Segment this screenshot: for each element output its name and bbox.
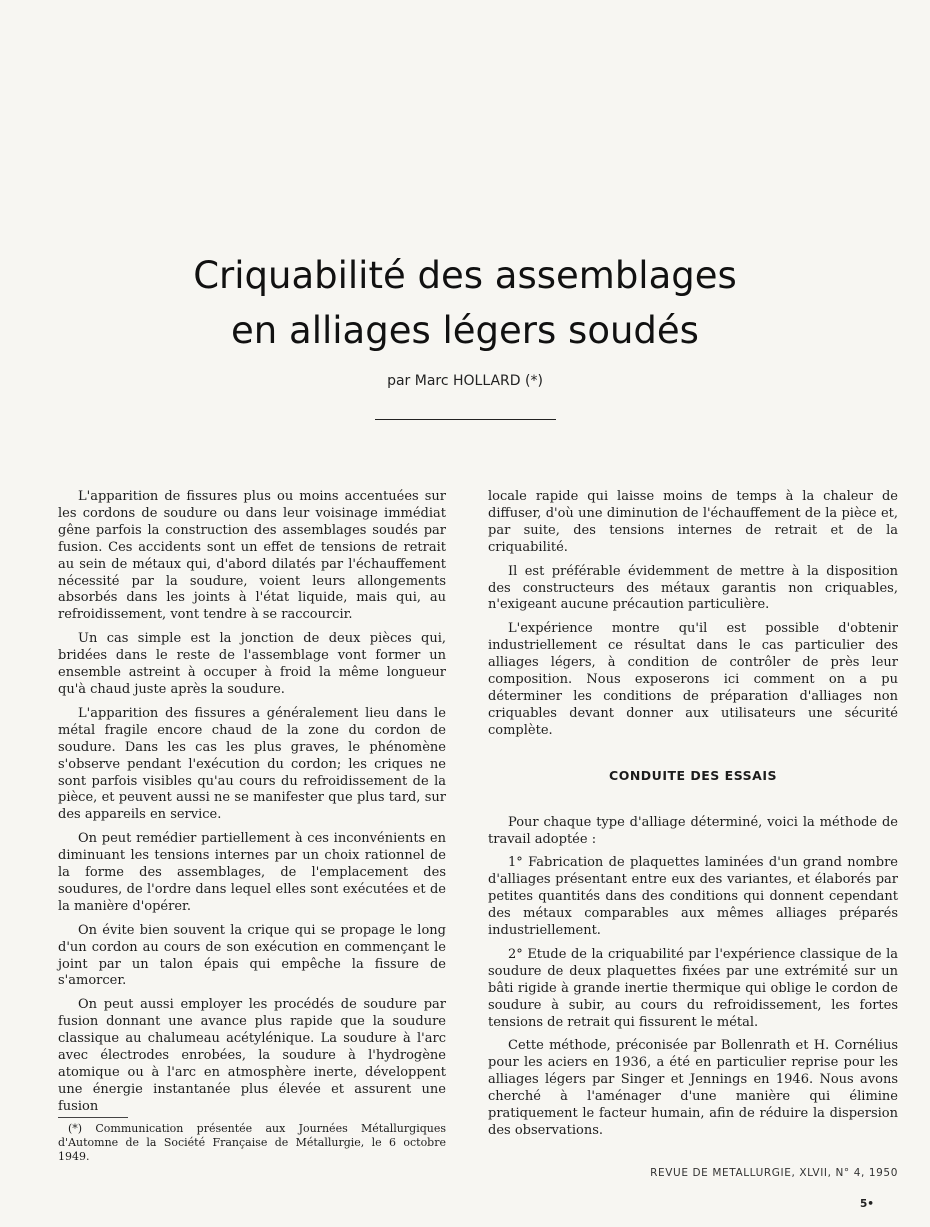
- body-paragraph: L'apparition des fissures a généralement lieu dans le métal fragile encore chaud de la zone du cordon de soudure. Dans les cas les plus graves, le phénomène s'observe pendant l'exécution du cordon; les criques ne sont parfois visibles qu'au cours du refroidissement de la pièce, et peuvent aussi ne se manifester que plus tard, sur des appareils en service.: [58, 705, 446, 823]
- right-column: [488, 489, 898, 1147]
- body-paragraph: locale rapide qui laisse moins de temps à la chaleur de diffuser, d'où une diminution de l'échauffement de la pièce et, par suite, des tensions internes de retrait et de la criquabilité.: [488, 489, 898, 555]
- footnote-divider: [58, 1117, 128, 1118]
- body-paragraph: On peut aussi employer les procédés de soudure par fusion donnant une avance plus rapide que la soudure classique au chalumeau acétylénique. La soudure à l'arc avec électrodes enrobées, la soudure à l'hydrogène atomique ou à l'arc en atmosphère inerte, développent une énergie instantanée plus élevée et assurent une fusion: [58, 997, 446, 1114]
- title-line-1: Criquabilité des assemblages: [193, 254, 737, 297]
- footnote: (*) Communication présentée aux Journées Métallurgiques d'Automne de la Société Française de Métallurgie, le 6 octobre 1949.: [58, 1122, 446, 1163]
- body-paragraph: Cette méthode, préconisée par Bollenrath et H. Cornélius pour les aciers en 1936, a été en particulier reprise pour les alliages légers par Singer et Jennings en 1946. Nous avons cherché à l'aménager d'une manière qui élimine pratiquement le facteur humain, afin de réduire la dispersion des observations.: [488, 1038, 898, 1138]
- journal-citation: REVUE DE METALLURGIE, XLVII, N° 4, 1950: [650, 1167, 898, 1179]
- body-paragraph: On peut remédier partiellement à ces inconvénients en diminuant les tensions internes par un choix rationnel de la forme des assemblages, de l'emplacement des soudures, de l'ordre dans lequel elles sont exécutées et de la manière d'opérer.: [58, 831, 446, 914]
- page-number: 5•: [859, 1198, 874, 1210]
- left-column: [58, 489, 446, 1123]
- body-paragraph: On évite bien souvent la crique qui se propage le long d'un cordon au cours de son exécution en commençant le joint par un talon épais qui empêche la fissure de s'amorcer.: [58, 922, 446, 989]
- title-line-2: en alliages légers soudés: [231, 309, 699, 352]
- body-paragraph: L'apparition de fissures plus ou moins accentuées sur les cordons de soudure ou dans leur voisinage immédiat gêne parfois la construction des assemblages soudés par fusion. Ces accidents sont un effet de tensions de retrait au sein de métaux qui, d'abord dilatés par l'échauffement nécessité par la soudure, voient leurs allongements absorbés dans les joints à l'état liquide, mais qui, au refroidissement, vont tendre à se raccourcir.: [58, 489, 446, 623]
- body-paragraph: Il est préférable évidemment de mettre à la disposition des constructeurs des métaux garantis non criquables, n'exigeant aucune précaution particulière.: [488, 563, 898, 613]
- body-paragraph: Un cas simple est la jonction de deux pièces qui, bridées dans le reste de l'assemblage vont former un ensemble astreint à occuper à froid la même longueur qu'à chaud juste après la soudure.: [58, 631, 446, 697]
- article-title: [0, 248, 930, 358]
- section-heading: CONDUITE DES ESSAIS: [609, 767, 777, 783]
- body-paragraph: Pour chaque type d'alliage déterminé, voici la méthode de travail adoptée :: [488, 814, 898, 847]
- list-item: 2° Etude de la criquabilité par l'expérience classique de la soudure de deux plaquettes fixées par une extrémité sur un bâti rigide à grande inertie thermique qui oblige le cordon de soudure à subir, au cours du refroidissement, les fortes tensions de retrait qui fissurent le métal.: [488, 946, 898, 1030]
- list-item: 1° Fabrication de plaquettes laminées d'un grand nombre d'alliages présentant entre eux des variantes, et élaborés par petites quantités dans des conditions qui donnent cependant des métaux comparables aux mêmes alliages préparés industriellement.: [488, 855, 898, 939]
- title-divider: [375, 419, 556, 420]
- author-byline: par Marc HOLLARD (*): [387, 373, 543, 389]
- body-paragraph: L'expérience montre qu'il est possible d'obtenir industriellement ce résultat dans le cas particulier des alliages légers, à condition de contrôler de près leur composition. Nous exposerons ici comment on a pu déterminer les conditions de préparation d'alliages non criquables devant donner aux utilisateurs une sécurité complète.: [488, 621, 898, 738]
